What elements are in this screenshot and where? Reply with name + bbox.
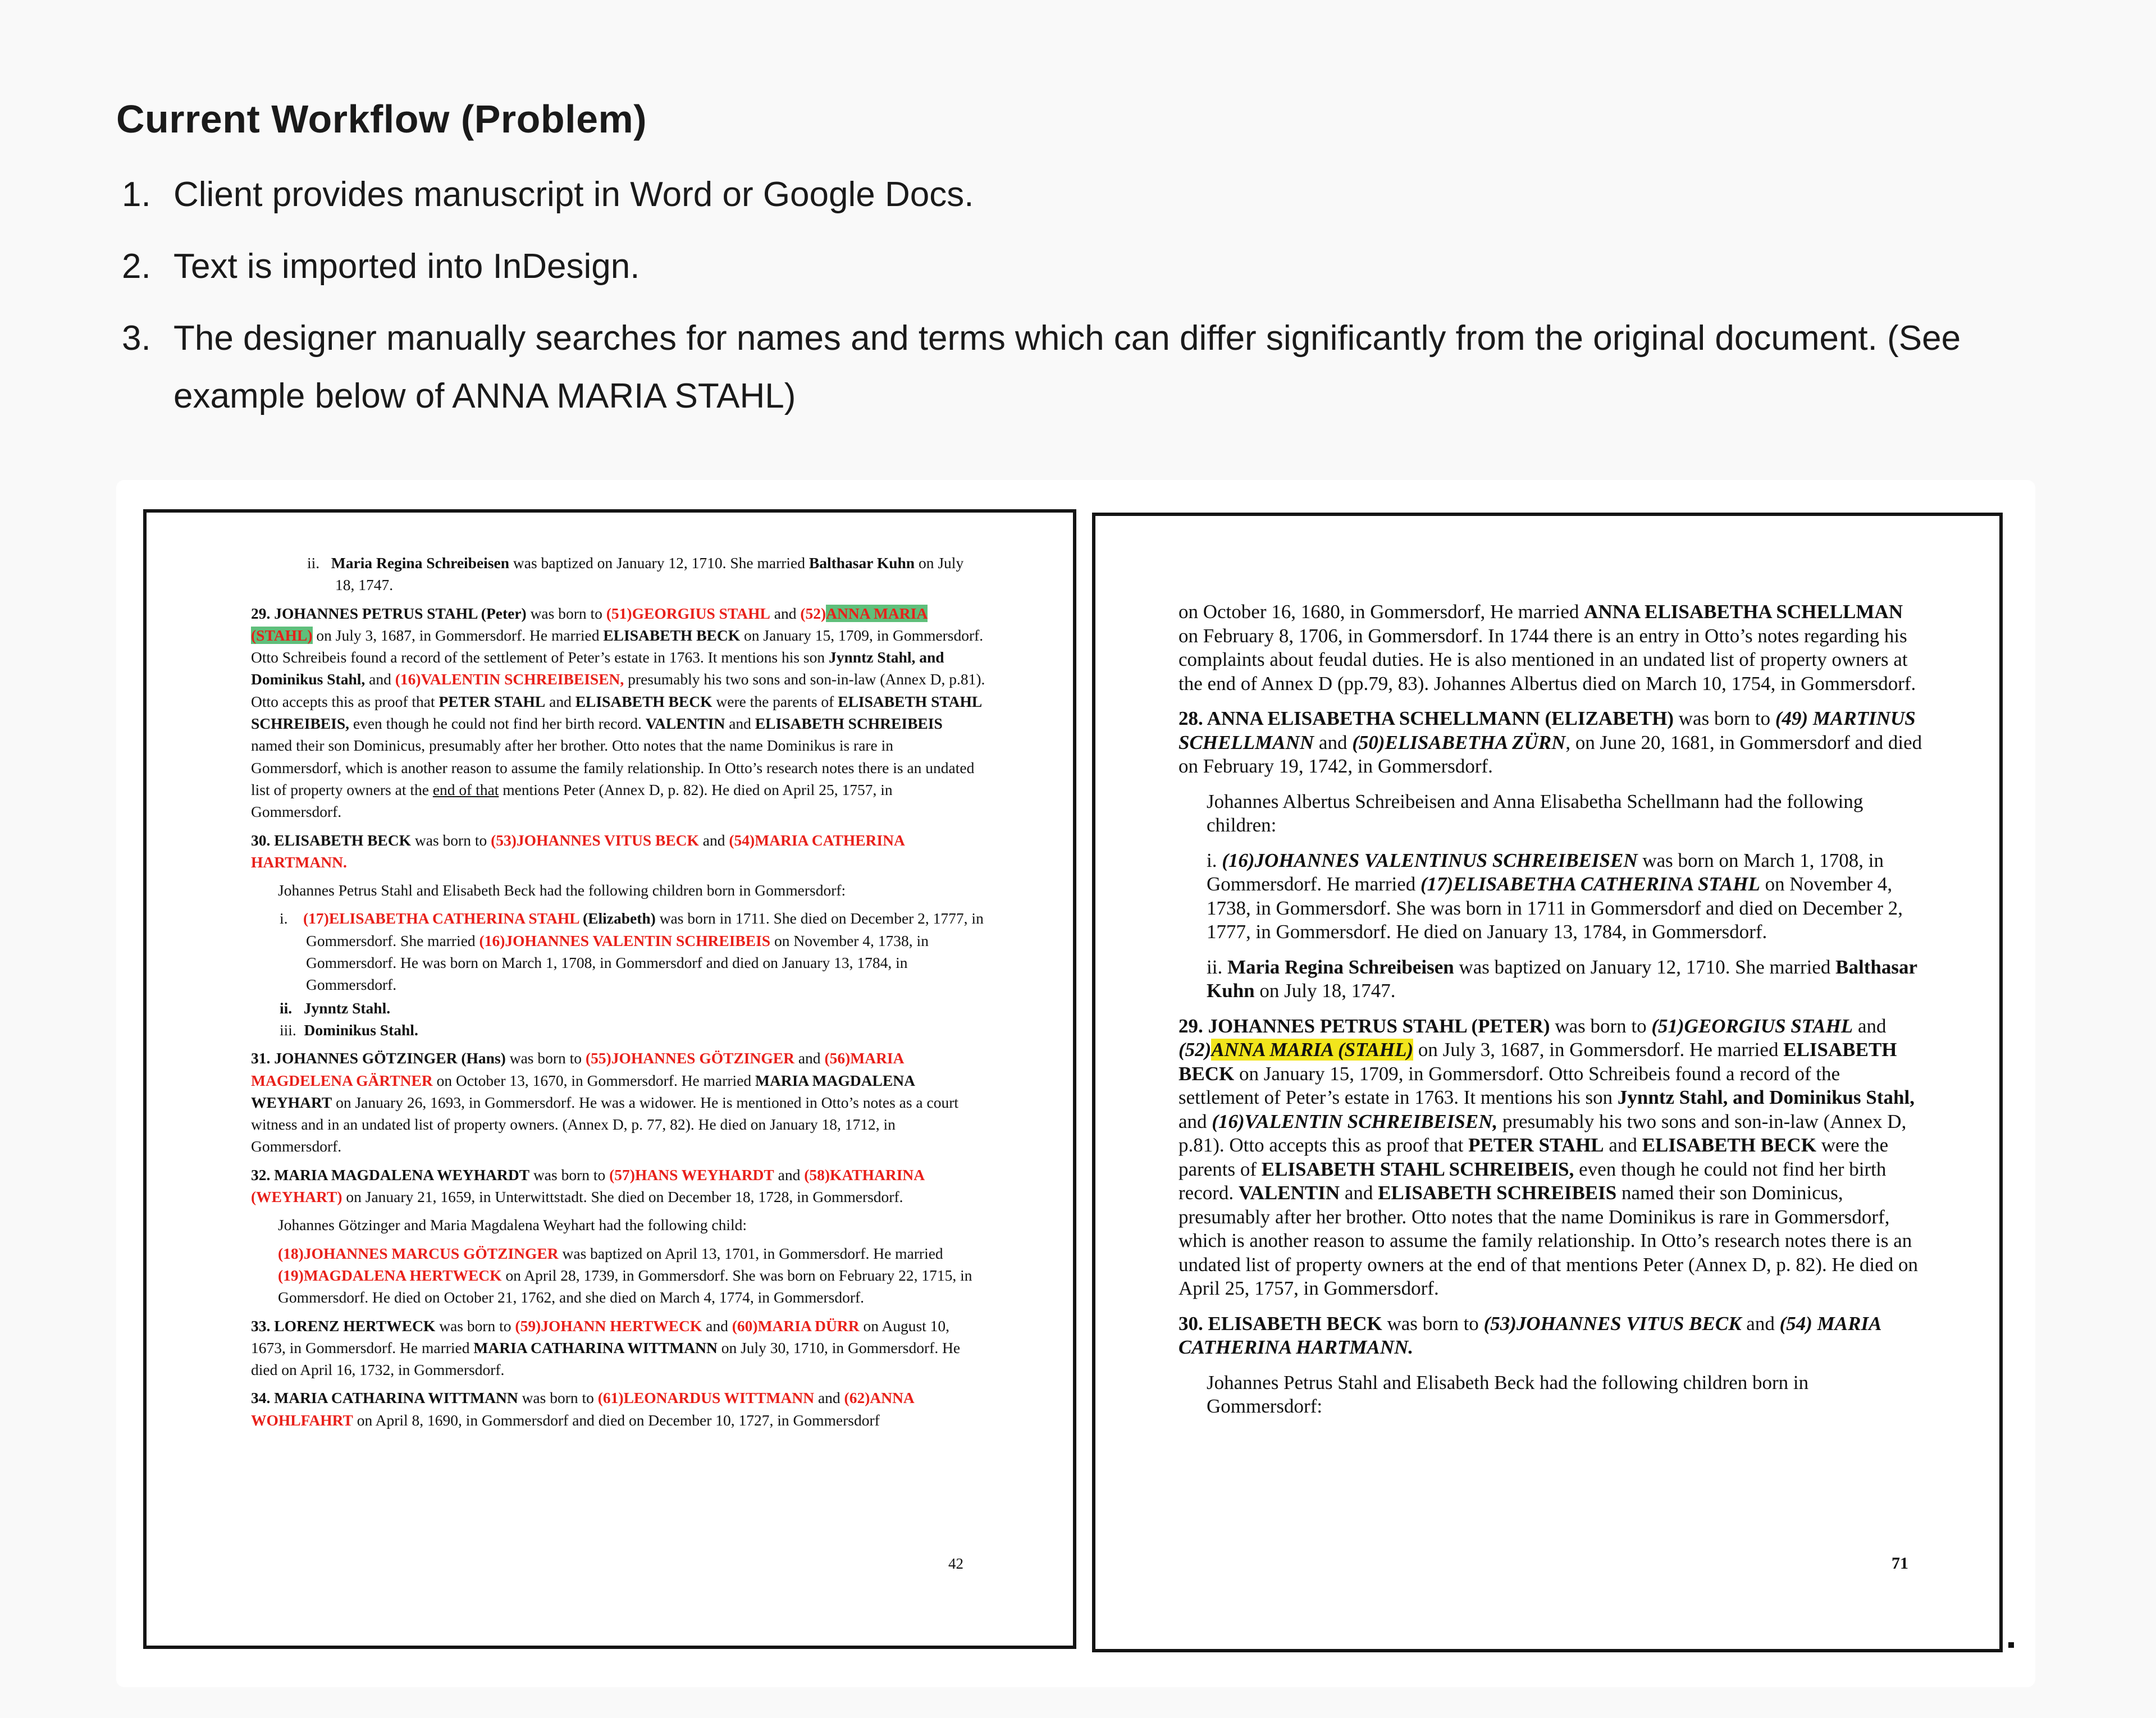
manuscript-page — [143, 509, 1076, 1649]
entry-29: 29. JOHANNES PETRUS STAHL (Peter) was born to (51)GEORGIUS STAHL and (52)ANNA MARIA (STAHL) on July 3, 1687, in Gommersdorf. He married ELISABETH BECK on January 15, 1709, in Gommersdorf. Otto Schreibeis found a record of the settlement of Peter’s estate in 1763. It mentions his son Jynntz Stahl, and Dominikus Stahl, and (16)VALENTIN SCHREIBEISEN, presumably his two sons and son-in-law (Annex D, p.81). Otto accepts this as proof that PETER STAHL and ELISABETH BECK were the parents of ELISABETH STAHL SCHREIBEIS, even though he could not find her birth record. VALENTIN and ELISABETH SCHREIBEIS named their son Dominicus, presumably after her brother. Otto notes that the name Dominikus is rare in Gommersdorf, which is another reason to assume the family relationship. In Otto’s research notes there is an undated list of property owners at the end of that mentions Peter (Annex D, p. 82). He died on April 25, 1757, in Gommersdorf. — [251, 604, 985, 821]
step-text: Client provides manuscript in Word or Google Docs. — [173, 175, 974, 214]
step-number: 1. — [122, 175, 151, 214]
workflow-step — [116, 166, 1969, 223]
section-heading: Current Workflow (Problem) — [116, 97, 647, 141]
children-intro: Johannes Petrus Stahl and Elisabeth Beck had the following children born in Gommersdorf: — [278, 881, 846, 899]
child-entry: iii. Dominikus Stahl. — [280, 1021, 418, 1039]
child-entry: i. (17)ELISABETHA CATHERINA STAHL (Elizabeth) was born in 1711. She died on December 2, 1777, in Gommersdorf. She married (16)JOHANNES VALENTIN SCHREIBEIS on November 4, 1738, in Gommersdorf. He was born on March 1, 1708, in Gommersdorf and died on January 13, 1784, in Gommersdorf. — [280, 910, 984, 994]
child-entry: ii. Jynntz Stahl. — [280, 999, 391, 1017]
children-intro: Johannes Götzinger and Maria Magdalena Weyhart had the following child: — [278, 1216, 747, 1234]
entry-30: 30. ELISABETH BECK was born to (53)JOHANNES VITUS BECK and (54)MARIA CATHERINA HARTMANN. — [251, 831, 905, 871]
entry-32: 32. MARIA MAGDALENA WEYHARDT was born to (57)HANS WEYHARDT and (58)KATHARINA (WEYHART) on January 21, 1659, in Unterwittstadt. She died on December 18, 1728, in Gommersdorf. — [251, 1166, 924, 1206]
child-entry: ii. Maria Regina Schreibeisen was baptized on January 12, 1710. She married Balthasar Kuhn on July 18, 1747. — [1207, 956, 1917, 1002]
step-number: 2. — [122, 247, 151, 286]
workflow-step — [116, 309, 1969, 425]
entry-28: 28. ANNA ELISABETHA SCHELLMANN (ELIZABETH) was born to (49) MARTINUS SCHELLMANN and (50)ELISABETHA ZÜRN, on June 20, 1681, in Gommersdorf and died on February 19, 1742, in Gommersdorf. — [1179, 707, 1922, 777]
step-text: Text is imported into InDesign. — [173, 247, 640, 286]
typeset-body — [1179, 600, 1925, 1430]
children-intro: Johannes Albertus Schreibeisen and Anna Elisabetha Schellmann had the following children: — [1207, 790, 1863, 836]
entry-29: 29. JOHANNES PETRUS STAHL (PETER) was born to (51)GEORGIUS STAHL and (52)ANNA MARIA (STAHL) on July 3, 1687, in Gommersdorf. He married ELISABETH BECK on January 15, 1709, in Gommersdorf. Otto Schreibeis found a record of the settlement of Peter’s estate in 1763. It mentions his son Jynntz Stahl, and Dominikus Stahl, and (16)VALENTIN SCHREIBEISEN, presumably his two sons and son-in-law (Annex D, p.81). Otto accepts this as proof that PETER STAHL and ELISABETH BECK were the parents of ELISABETH STAHL SCHREIBEIS, even though he could not find her birth record. VALENTIN and ELISABETH SCHREIBEIS named their son Dominicus, presumably after her brother. Otto notes that the name Dominikus is rare in Gommersdorf, which is another reason to assume the family relationship. In Otto’s research notes there is an undated list of property owners at the end of that mentions Peter (Annex D, p. 82). He died on April 25, 1757, in Gommersdorf. — [1179, 1015, 1919, 1299]
manuscript-body — [251, 552, 986, 1437]
stray-dot — [2008, 1642, 2014, 1648]
comparison-figure — [116, 480, 2035, 1687]
step-number: 3. — [122, 319, 151, 358]
entry-continued: on October 16, 1680, in Gommersdorf, He married ANNA ELISABETHA SCHELLMAN on February 8, 1706, in Gommersdorf. In 1744 there is an entry in Otto’s notes regarding his complaints about feudal duties. He is also mentioned in an undated list of property owners at the end of Annex D (pp.79, 83). Johannes Albertus died on March 10, 1754, in Gommersdorf. — [1179, 601, 1916, 694]
entry-30: 30. ELISABETH BECK was born to (53)JOHANNES VITUS BECK and (54) MARIA CATHERINA HARTMANN. — [1179, 1312, 1881, 1358]
highlighted-name: ANNA MARIA (STAHL) — [251, 604, 928, 644]
page-number: 71 — [1892, 1554, 1908, 1573]
workflow-steps-list — [116, 166, 1969, 439]
child-entry: ii. Maria Regina Schreibeisen was baptized on January 12, 1710. She married Balthasar Kuhn on July 18, 1747. — [307, 554, 964, 594]
typeset-page — [1092, 513, 2003, 1652]
workflow-step — [116, 237, 1969, 295]
page-number: 42 — [948, 1555, 963, 1572]
child-entry: (18)JOHANNES MARCUS GÖTZINGER was baptized on April 13, 1701, in Gommersdorf. He married (19)MAGDALENA HERTWECK on April 28, 1739, in Gommersdorf. She was born on February 22, 1715, in Gommersdorf. He died on October 21, 1762, and she died on March 4, 1774, in Gommersdorf. — [278, 1244, 972, 1306]
children-intro: Johannes Petrus Stahl and Elisabeth Beck had the following children born in Gommersdorf: — [1207, 1371, 1809, 1417]
child-entry: i. (16)JOHANNES VALENTINUS SCHREIBEISEN was born on March 1, 1708, in Gommersdorf. He married (17)ELISABETHA CATHERINA STAHL on November 4, 1738, in Gommersdorf. She was born in 1711 in Gommersdorf and died on December 2, 1777, in Gommersdorf. He died on January 13, 1784, in Gommersdorf. — [1207, 849, 1903, 943]
step-text: The designer manually searches for names and terms which can differ significantly from the original document. (See example below of ANNA MARIA STAHL) — [173, 319, 1961, 415]
entry-34: 34. MARIA CATHARINA WITTMANN was born to (61)LEONARDUS WITTMANN and (62)ANNA WOHLFAHRT on April 8, 1690, in Gommersdorf and died on December 10, 1727, in Gommersdorf — [251, 1389, 914, 1429]
entry-33: 33. LORENZ HERTWECK was born to (59)JOHANN HERTWECK and (60)MARIA DÜRR on August 10, 1673, in Gommersdorf. He married MARIA CATHARINA WITTMANN on July 30, 1710, in Gommersdorf. He died on April 16, 1732, in Gommersdorf. — [251, 1317, 961, 1379]
entry-31: 31. JOHANNES GÖTZINGER (Hans) was born to (55)JOHANNES GÖTZINGER and (56)MARIA MAGDELENA GÄRTNER on October 13, 1670, in Gommersdorf. He married MARIA MAGDALENA WEYHART on January 26, 1693, in Gommersdorf. He was a widower. He is mentioned in Otto’s notes as a court witness and in an undated list of property owners. (Annex D, p. 77, 82). He died on January 18, 1712, in Gommersdorf. — [251, 1049, 959, 1155]
highlighted-name: ANNA MARIA (STAHL) — [1211, 1039, 1414, 1061]
